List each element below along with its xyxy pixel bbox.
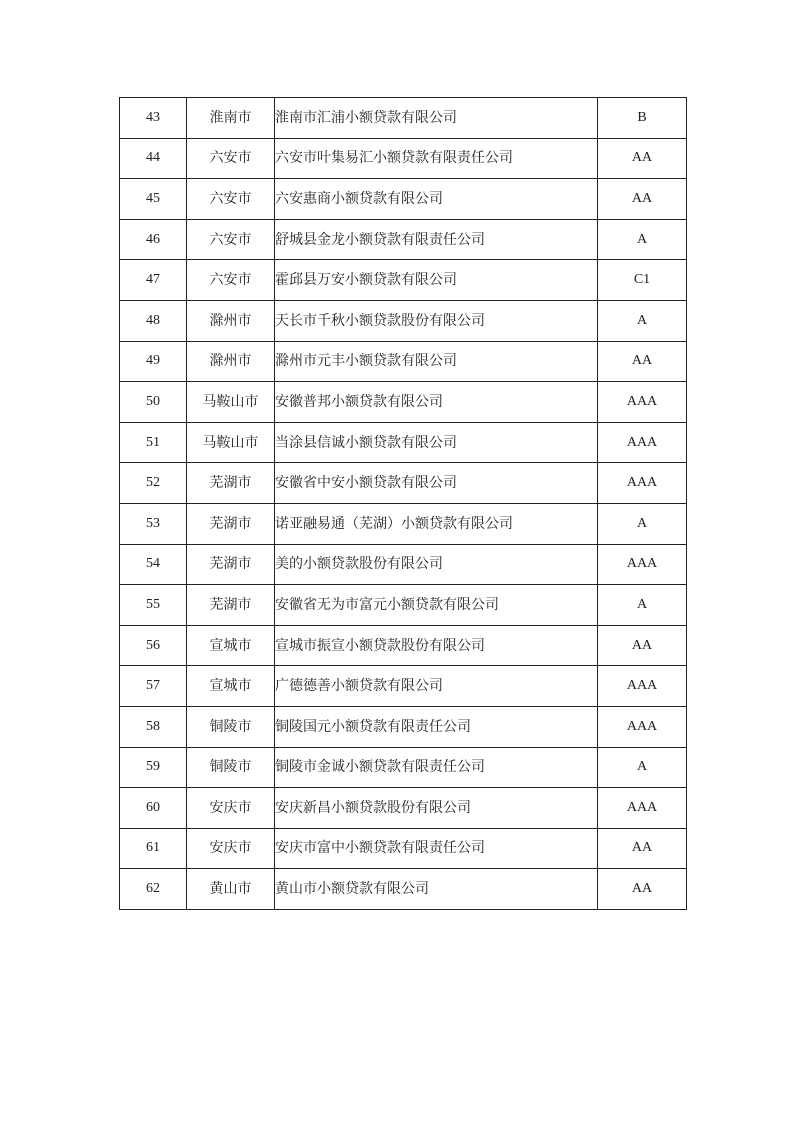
rating-cell: AA [598, 869, 687, 910]
company-name-cell: 安庆市富中小额贷款有限责任公司 [275, 828, 598, 869]
row-number-cell: 44 [120, 138, 187, 179]
row-number-cell: 53 [120, 503, 187, 544]
company-name-cell: 霍邱县万安小额贷款有限公司 [275, 260, 598, 301]
rating-cell: A [598, 747, 687, 788]
company-name-cell: 安庆新昌小额贷款股份有限公司 [275, 788, 598, 829]
company-name-cell: 安徽省中安小额贷款有限公司 [275, 463, 598, 504]
city-cell: 马鞍山市 [187, 382, 275, 423]
company-name-cell: 黄山市小额贷款有限公司 [275, 869, 598, 910]
city-cell: 滁州市 [187, 341, 275, 382]
rating-cell: B [598, 98, 687, 139]
city-cell: 芜湖市 [187, 463, 275, 504]
row-number-cell: 55 [120, 585, 187, 626]
city-cell: 芜湖市 [187, 544, 275, 585]
rating-cell: A [598, 219, 687, 260]
table-row [120, 341, 687, 382]
city-cell: 宣城市 [187, 625, 275, 666]
row-number-cell: 52 [120, 463, 187, 504]
city-cell: 马鞍山市 [187, 422, 275, 463]
table-row [120, 138, 687, 179]
city-cell: 六安市 [187, 138, 275, 179]
row-number-cell: 45 [120, 179, 187, 220]
table-row [120, 828, 687, 869]
table-row [120, 260, 687, 301]
rating-cell: AAA [598, 666, 687, 707]
row-number-cell: 60 [120, 788, 187, 829]
rating-cell: AAA [598, 463, 687, 504]
row-number-cell: 61 [120, 828, 187, 869]
city-cell: 安庆市 [187, 788, 275, 829]
city-cell: 六安市 [187, 219, 275, 260]
rating-cell: AA [598, 625, 687, 666]
company-name-cell: 铜陵市金诚小额贷款有限责任公司 [275, 747, 598, 788]
table-body [120, 98, 687, 910]
row-number-cell: 48 [120, 300, 187, 341]
city-cell: 淮南市 [187, 98, 275, 139]
table-row [120, 747, 687, 788]
city-cell: 六安市 [187, 179, 275, 220]
city-cell: 芜湖市 [187, 503, 275, 544]
company-name-cell: 铜陵国元小额贷款有限责任公司 [275, 706, 598, 747]
rating-cell: AA [598, 179, 687, 220]
company-name-cell: 诺亚融易通（芜湖）小额贷款有限公司 [275, 503, 598, 544]
row-number-cell: 49 [120, 341, 187, 382]
table-row [120, 625, 687, 666]
company-name-cell: 广德德善小额贷款有限公司 [275, 666, 598, 707]
table-row [120, 869, 687, 910]
company-name-cell: 安徽普邦小额贷款有限公司 [275, 382, 598, 423]
rating-cell: C1 [598, 260, 687, 301]
rating-cell: AAA [598, 788, 687, 829]
city-cell: 安庆市 [187, 828, 275, 869]
table-row [120, 463, 687, 504]
company-name-cell: 滁州市元丰小额贷款有限公司 [275, 341, 598, 382]
table-row [120, 503, 687, 544]
rating-table [119, 97, 687, 910]
company-name-cell: 舒城县金龙小额贷款有限责任公司 [275, 219, 598, 260]
rating-cell: AA [598, 828, 687, 869]
row-number-cell: 43 [120, 98, 187, 139]
rating-cell: A [598, 585, 687, 626]
company-name-cell: 当涂县信诚小额贷款有限公司 [275, 422, 598, 463]
company-name-cell: 天长市千秋小额贷款股份有限公司 [275, 300, 598, 341]
row-number-cell: 59 [120, 747, 187, 788]
rating-cell: AA [598, 138, 687, 179]
table-row [120, 544, 687, 585]
table-row [120, 300, 687, 341]
row-number-cell: 56 [120, 625, 187, 666]
city-cell: 芜湖市 [187, 585, 275, 626]
table-row [120, 788, 687, 829]
rating-cell: AAA [598, 706, 687, 747]
city-cell: 铜陵市 [187, 747, 275, 788]
company-name-cell: 宣城市振宣小额贷款股份有限公司 [275, 625, 598, 666]
row-number-cell: 46 [120, 219, 187, 260]
row-number-cell: 57 [120, 666, 187, 707]
table-row [120, 219, 687, 260]
company-name-cell: 淮南市汇浦小额贷款有限公司 [275, 98, 598, 139]
company-name-cell: 美的小额贷款股份有限公司 [275, 544, 598, 585]
city-cell: 六安市 [187, 260, 275, 301]
table-row [120, 706, 687, 747]
row-number-cell: 54 [120, 544, 187, 585]
rating-cell: AAA [598, 544, 687, 585]
company-name-cell: 安徽省无为市富元小额贷款有限公司 [275, 585, 598, 626]
company-name-cell: 六安惠商小额贷款有限公司 [275, 179, 598, 220]
rating-cell: AA [598, 341, 687, 382]
rating-cell: A [598, 503, 687, 544]
table-row [120, 179, 687, 220]
table-row [120, 585, 687, 626]
rating-cell: A [598, 300, 687, 341]
row-number-cell: 51 [120, 422, 187, 463]
city-cell: 宣城市 [187, 666, 275, 707]
table-row [120, 422, 687, 463]
rating-cell: AAA [598, 422, 687, 463]
company-name-cell: 六安市叶集易汇小额贷款有限责任公司 [275, 138, 598, 179]
rating-cell: AAA [598, 382, 687, 423]
table-row [120, 666, 687, 707]
table-row [120, 98, 687, 139]
table-row [120, 382, 687, 423]
row-number-cell: 50 [120, 382, 187, 423]
city-cell: 铜陵市 [187, 706, 275, 747]
row-number-cell: 62 [120, 869, 187, 910]
row-number-cell: 58 [120, 706, 187, 747]
row-number-cell: 47 [120, 260, 187, 301]
city-cell: 滁州市 [187, 300, 275, 341]
city-cell: 黄山市 [187, 869, 275, 910]
